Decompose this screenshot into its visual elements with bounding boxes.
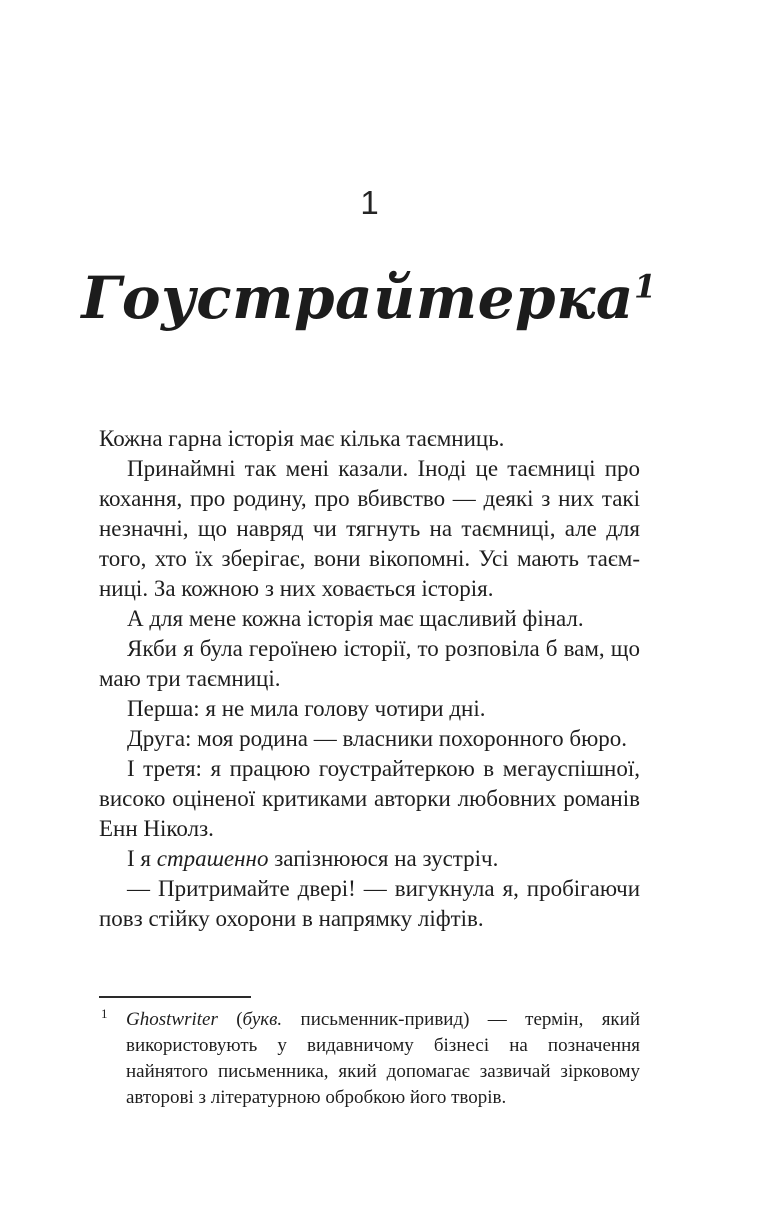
text-run: Якби я була героїнею історії, то розповіла б вам, що маю три таємниці. [99,636,640,691]
italic-text-run: букв. [242,1009,283,1030]
footnote-text [126,1007,640,1111]
paragraph [99,454,640,604]
text-run: Кожна гарна історія має кілька таємниць. [99,426,505,451]
footnote-divider [99,996,251,998]
text-run: запізнююся на зустріч. [268,846,499,871]
text-run: Перша: я не мила голову чотири дні. [127,696,486,721]
body-text [99,424,640,934]
paragraph [99,604,640,634]
paragraph [99,754,640,844]
italic-text-run: Ghostwriter [126,1009,218,1030]
footnote-row [99,1007,640,1111]
footnote [99,996,640,1111]
text-run: письменник-привид) — термін, який використовують у видавничому бізнесі на позначення найнятого письменника, який допомагає зазвичай зірковому авторові з літературною обробкою його творів. [126,1009,640,1108]
text-run: І я [127,846,157,871]
chapter-number: 1 [360,184,379,221]
chapter-title [39,252,699,345]
paragraph [99,424,640,454]
footnote-marker: 1 [101,1006,108,1021]
paragraph [99,694,640,724]
paragraph [99,874,640,934]
paragraph [99,634,640,694]
paragraph [99,844,640,874]
text-run: Принаймні так мені казали. Іноді це таємниці про кохання, про родину, про вбивство — деякі з них такі незначні, що навряд чи тягнуть на таємниці, але для того, хто їх зберігає, вони вікопомні. Усі мають таємниці. За кожною з них ховається історія. [99,456,640,601]
text-run: А для мене кожна історія має щасливий фінал. [127,606,584,631]
paragraph [99,724,640,754]
text-run: — Притримайте двері! — вигукнула я, пробігаючи повз стійку охорони в напрямку ліфтів. [99,876,640,931]
text-run: Друга: моя родина — власники похоронного бюро. [127,726,628,751]
text-run: І третя: я працюю гоустрайтеркою в мегауспішної, високо оціненої критиками авторки любовних романів Енн Ніколз. [99,756,640,841]
italic-text-run: страшенно [156,846,269,871]
text-run: ( [217,1009,243,1030]
chapter-title-text: Гоустрайтерка [81,264,634,332]
title-footnote-reference: 1 [633,267,657,306]
